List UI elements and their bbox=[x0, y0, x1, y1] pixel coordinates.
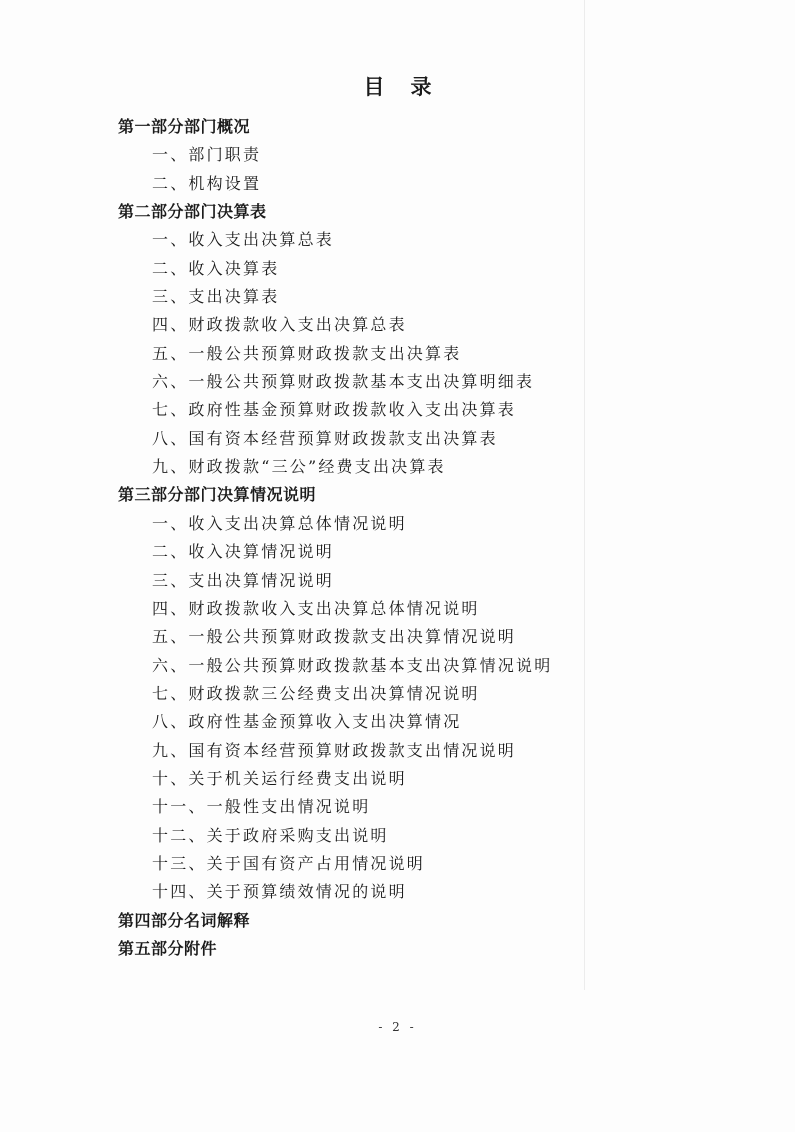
toc-entry: 七、政府性基金预算财政拨款收入支出决算表 bbox=[152, 400, 517, 420]
toc-part-heading: 第一部分部门概况 bbox=[118, 117, 251, 136]
toc-part-heading: 第三部分部门决算情况说明 bbox=[118, 485, 317, 505]
toc-entry: 十、关于机关运行经费支出说明 bbox=[152, 768, 407, 788]
toc-entry: 四、财政拨款收入支出决算总体情况说明 bbox=[152, 598, 480, 618]
toc-part-heading: 第二部分部门决算表 bbox=[118, 202, 267, 222]
toc-entry: 十三、关于国有资产占用情况说明 bbox=[152, 853, 426, 873]
toc-entry: 五、一般公共预算财政拨款支出决算情况说明 bbox=[152, 627, 517, 647]
toc-entry: 十一、一般性支出情况说明 bbox=[152, 797, 371, 817]
toc-entry: 二、机构设置 bbox=[152, 173, 262, 193]
toc-entry: 二、收入决算表 bbox=[152, 258, 280, 278]
toc-entry: 一、部门职责 bbox=[152, 145, 262, 165]
toc-entry: 三、支出决算情况说明 bbox=[152, 570, 335, 590]
toc-entry: 六、一般公共预算财政拨款基本支出决算情况说明 bbox=[152, 655, 553, 675]
toc-entry: 五、一般公共预算财政拨款支出决算表 bbox=[152, 343, 462, 363]
toc-entry: 十四、关于预算绩效情况的说明 bbox=[152, 882, 407, 902]
toc-entry: 八、国有资本经营预算财政拨款支出决算表 bbox=[152, 428, 498, 448]
page-title: 目录 bbox=[363, 75, 458, 99]
toc-entry: 十二、关于政府采购支出说明 bbox=[152, 825, 389, 845]
table-of-contents bbox=[0, 113, 795, 963]
toc-entry: 三、支出决算表 bbox=[152, 287, 280, 307]
toc-entry: 七、财政拨款三公经费支出决算情况说明 bbox=[152, 683, 480, 703]
toc-entry: 八、政府性基金预算收入支出决算情况 bbox=[152, 712, 462, 732]
toc-part-heading: 第四部分名词解释 bbox=[118, 910, 251, 930]
toc-entry: 二、收入决算情况说明 bbox=[152, 542, 335, 562]
toc-entry: 九、财政拨款“三公”经费支出决算表 bbox=[152, 457, 446, 477]
toc-entry: 六、一般公共预算财政拨款基本支出决算明细表 bbox=[152, 372, 535, 392]
page-number: - 2 - bbox=[378, 1020, 417, 1034]
toc-entry: 九、国有资本经营预算财政拨款支出情况说明 bbox=[152, 740, 517, 760]
toc-part-heading: 第五部分附件 bbox=[118, 938, 218, 958]
toc-entry: 四、财政拨款收入支出决算总表 bbox=[152, 315, 407, 335]
toc-entry: 一、收入支出决算总体情况说明 bbox=[152, 513, 407, 533]
toc-entry: 一、收入支出决算总表 bbox=[152, 230, 335, 250]
